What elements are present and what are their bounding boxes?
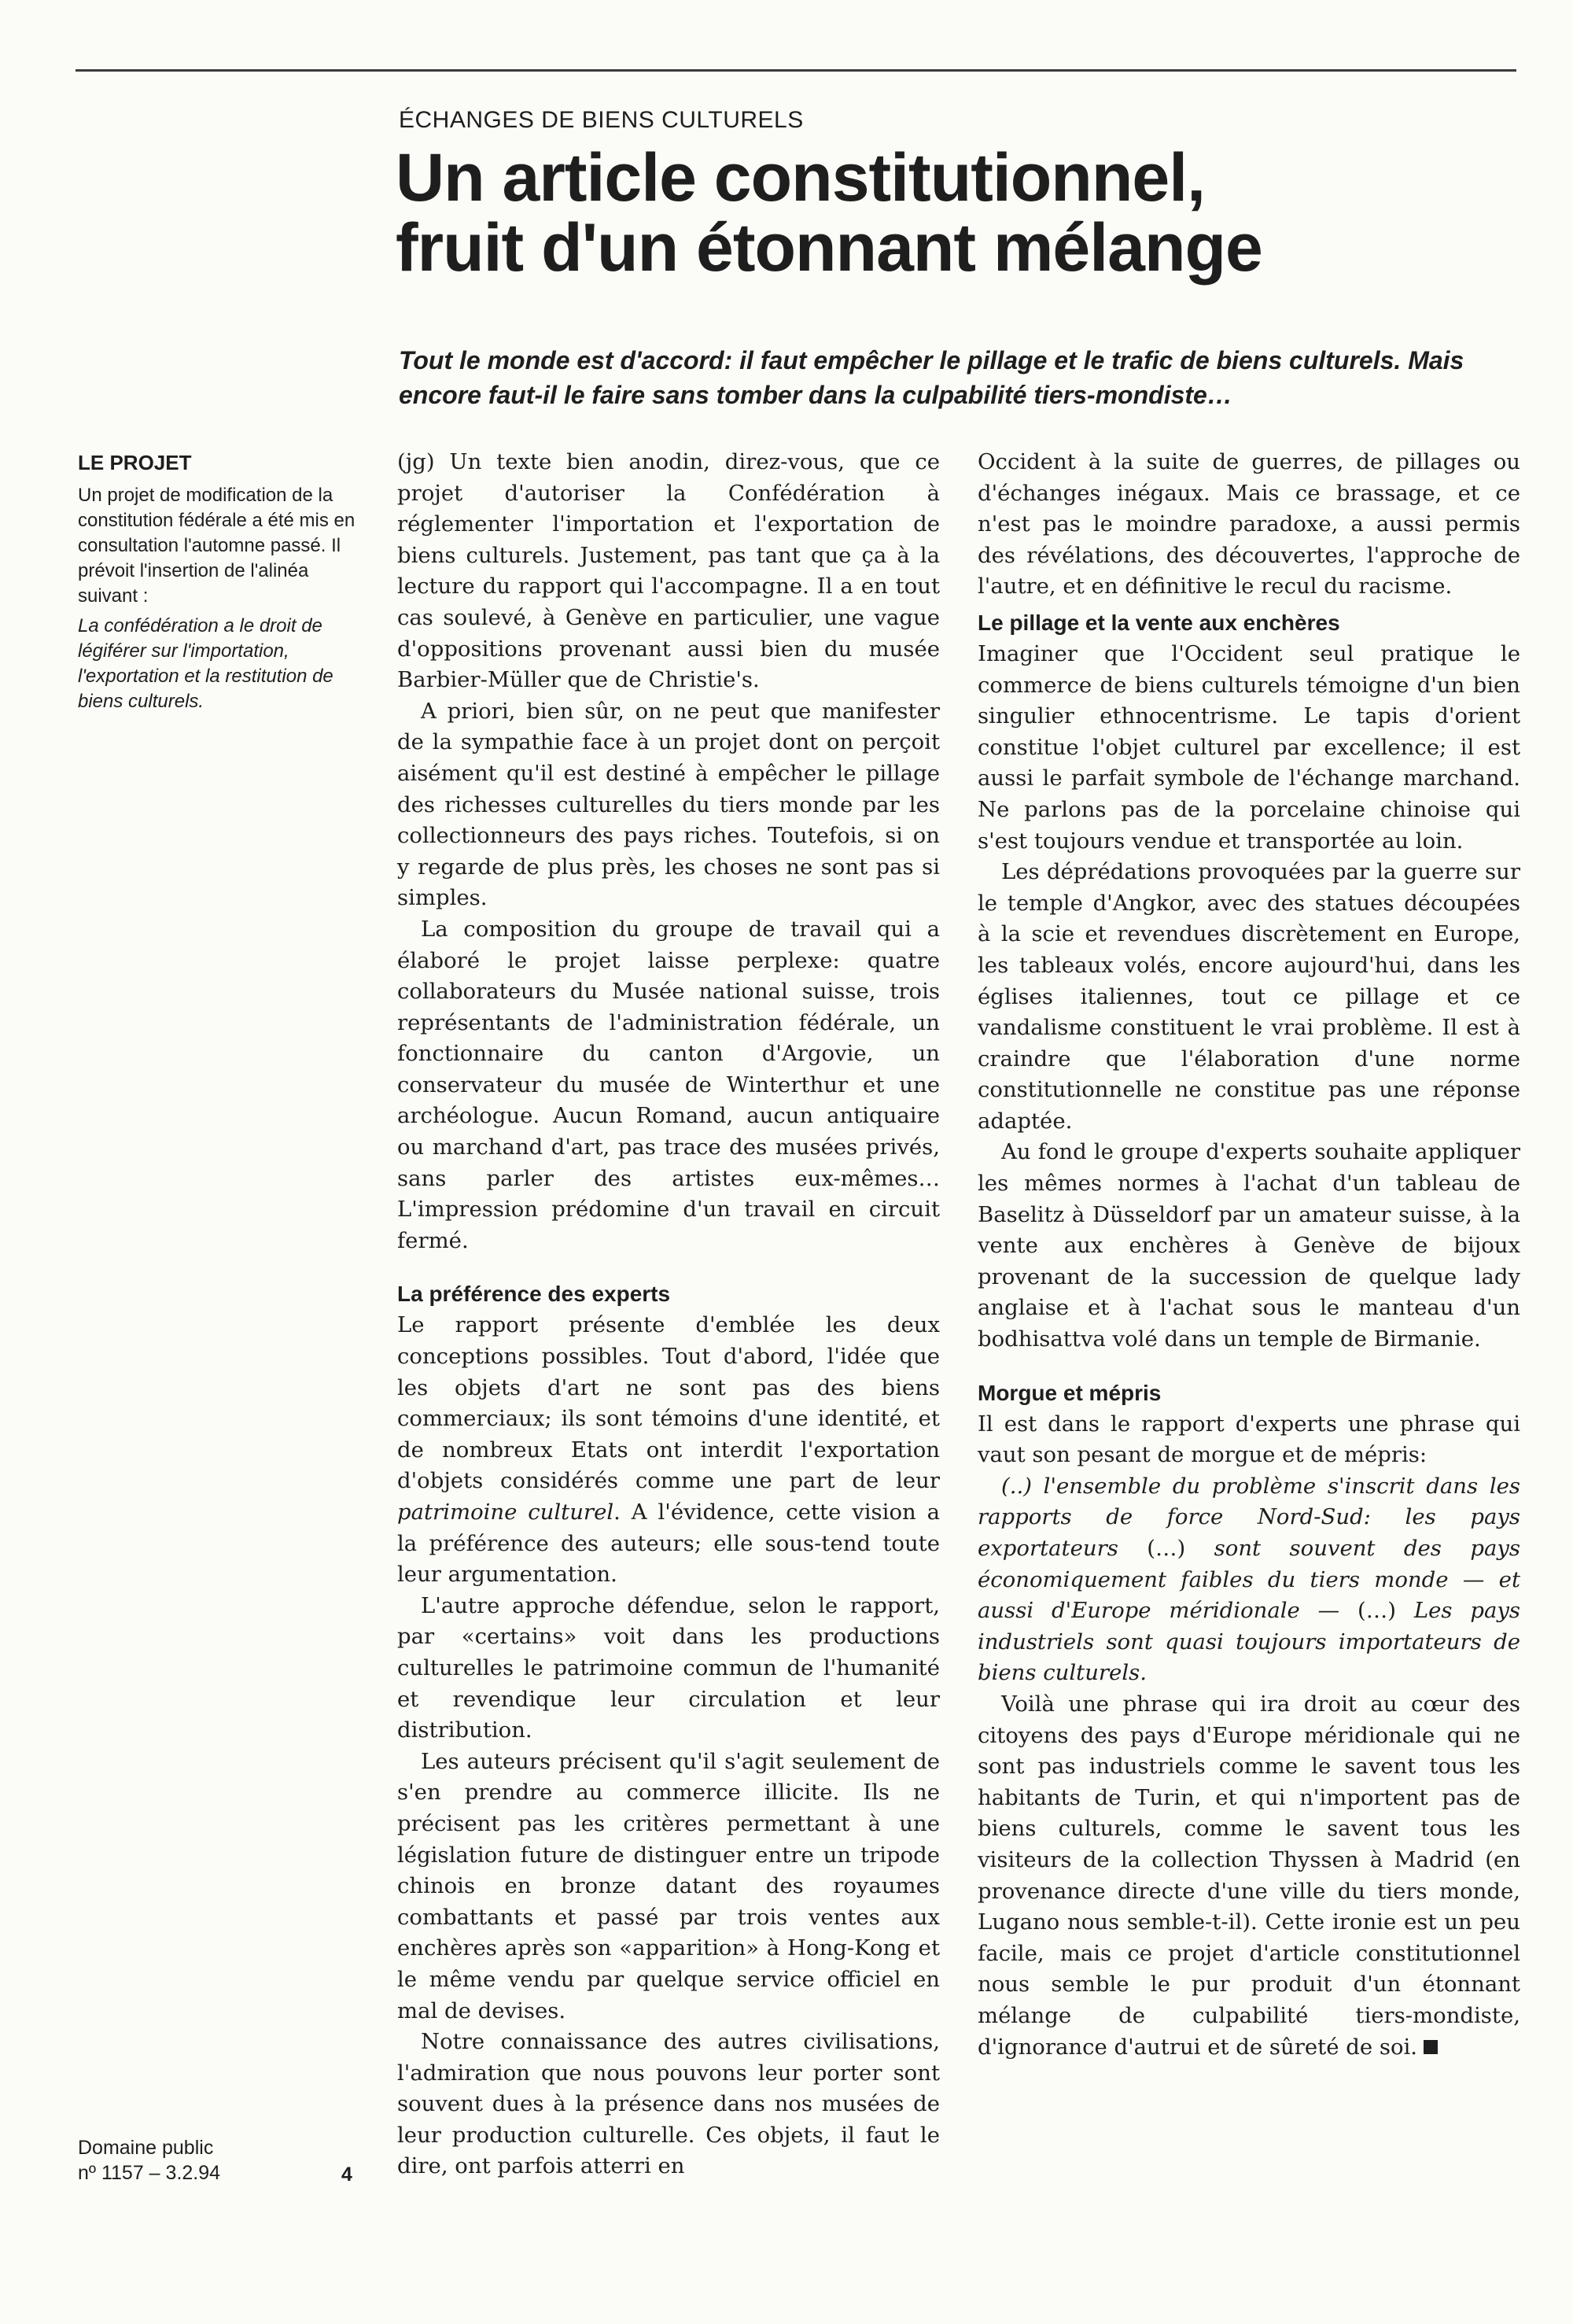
top-rule xyxy=(76,69,1516,72)
publication-name: Domaine public xyxy=(78,2137,214,2159)
article-title xyxy=(396,140,1512,286)
paragraph: L'autre approche défendue, selon le rapport, par «certains» voit dans les productions culturelles le patrimoine commun de l'humanité et revendique leur circulation et leur distribution. xyxy=(397,1592,940,1743)
issue-number: nº 1157 – 3.2.94 xyxy=(78,2162,221,2184)
text-run: Le rapport présente d'emblée les deux conceptions possibles. Tout d'abord, l'idée que les objets d'art ne sont pas des biens commerciaux; ils sont témoins d'une identité, et de nombreux Etats ont interdit l'exportation d'objets considérés comme une part de leur xyxy=(397,1312,940,1494)
page-footer xyxy=(78,2135,361,2186)
text-run: . A l'évidence, cette vision a la préférence des auteurs; elle sous-tend toute leur argumentation. xyxy=(397,1500,940,1588)
quote-ellipsis: (…) xyxy=(1118,1536,1214,1561)
quote-run: sont souvent des pays économiquement faibles du tiers monde — et aussi d'Europe méridionale xyxy=(978,1536,1520,1624)
text-run: Voilà une phrase qui ira droit au cœur des citoyens des pays d'Europe méridionale qui ne sont pas industriels comme le savent tous les habitants de Turin, et qui n'importent pas de biens culturels, comme le savent tous les visiteurs de la collection Thyssen à Madrid (en provenance directe d'une ville du tiers monde, Lugano nous semble-t-il). Cette ironie est un peu facile, mais ce projet d'article constitutionnel nous semble le pur produit d'un étonnant mélange de culpabilité tiers-mondiste, d'ignorance d'autrui et de sûreté de soi. xyxy=(978,1691,1520,2060)
paragraph: Les auteurs précisent qu'il s'agit seulement de s'en prendre au commerce illicite. Ils ne précisent pas les critères permettant à une législation future de distinguer entre un tripode chinois en bronze datant des royaumes combattants et passé par trois ventes aux enchères après son «apparition» à Hong-Kong et le même vendu par quelque service officiel en mal de devises. xyxy=(397,1748,940,2023)
paragraph: Il est dans le rapport d'experts une phrase qui vaut son pesant de morgue et de mépris: xyxy=(978,1411,1520,1468)
quote-run: Les pays industriels sont quasi toujours importateurs de biens culturels. xyxy=(978,1598,1520,1686)
article-title-line-2: fruit d'un étonnant mélange xyxy=(396,209,1262,286)
paragraph: Imaginer que l'Occident seul pratique le commerce de biens culturels témoigne d'un bien singulier ethnocentrisme. Le tapis d'orient constitue l'objet culturel par excellence; il est aussi le parfait symbole de l'échange marchand. Ne parlons pas de la porcelaine chinoise qui s'est toujours vendue et transportée au loin. xyxy=(978,640,1520,854)
quote-ellipsis: — (…) xyxy=(1299,1598,1414,1624)
sidebar-heading: LE PROJET xyxy=(78,451,192,474)
sidebar-text: Un projet de modification de la constitution fédérale a été mis en consultation l'automne passé. Il prévoit l'insertion de l'alinéa suivant : xyxy=(78,485,355,607)
block-quote xyxy=(978,1471,1520,1689)
article-column-2 xyxy=(978,447,1520,2063)
paragraph xyxy=(978,1689,1520,2063)
end-mark-icon xyxy=(1424,2040,1438,2054)
article-column-1 xyxy=(397,447,940,2182)
page-number: 4 xyxy=(341,2164,352,2186)
paragraph: La composition du groupe de travail qui a élaboré le projet laisse perplexe: quatre collaborateurs du Musée national suisse, trois représentants de l'administration fédérale, un fonctionnaire du canton d'Argovie, un conservateur du musée de Winterthur et une archéologue. Aucun Romand, aucun antiquaire ou marchand d'art, pas trace des musées privés, sans parler des artistes eux-mêmes… L'impression prédomine d'un travail en circuit fermé. xyxy=(397,916,940,1253)
article-lede: Tout le monde est d'accord: il faut empêcher le pillage et le trafic de biens culturels. Mais encore faut-il le faire sans tomber dans la culpabilité tiers-mondiste… xyxy=(399,346,1464,409)
paragraph: Les déprédations provoquées par la guerre sur le temple d'Angkor, avec des statues découpées à la scie et revendues discrètement en Europe, les tableaux volés, encore aujourd'hui, dans les églises italiennes, tout ce pillage et ce vandalisme constituent le vrai problème. Il est à craindre que l'élaboration d'une norme constitutionnelle ne constitue pas une réponse adaptée. xyxy=(978,859,1520,1134)
section-kicker: ÉCHANGES DE BIENS CULTURELS xyxy=(399,107,804,133)
paragraph: Notre connaissance des autres civilisations, l'admiration que nous pouvons leur porter sont souvent dues à la présence dans nos musées de leur production culturelle. Ces objets, il faut le dire, ont parfois atterri en xyxy=(397,2029,940,2179)
paragraph xyxy=(397,1310,940,1590)
sidebar-le-projet xyxy=(78,450,361,714)
subheading-pillage-encheres: Le pillage et la vente aux enchères xyxy=(978,610,1340,635)
emphasis: patrimoine culturel xyxy=(397,1500,614,1525)
paragraph: (jg) Un texte bien anodin, direz-vous, que ce projet d'autoriser la Confédération à réglementer l'importation et l'exportation de biens culturels. Justement, pas tant que ça à la lecture du rapport qui l'accompagne. Il a en tout cas soulevé, à Genève en particulier, une vague d'oppositions provenant aussi bien du musée Barbier-Müller que de Christie's. xyxy=(397,449,940,693)
sidebar-quote: La confédération a le droit de légiférer sur l'importation, l'exportation et la restitution de biens culturels. xyxy=(78,615,333,712)
paragraph: Occident à la suite de guerres, de pillages ou d'échanges inégaux. Mais ce brassage, et ce n'est pas le moindre paradoxe, a aussi permis des révélations, des découvertes, l'approche de l'autre, et en définitive le recul du racisme. xyxy=(978,449,1520,599)
subheading-preference-experts: La préférence des experts xyxy=(397,1282,671,1307)
quote-run: (..) l'ensemble du problème s'inscrit dans les rapports de force Nord-Sud: les pays exportateurs xyxy=(978,1473,1520,1561)
article-title-line-1: Un article constitutionnel, xyxy=(396,140,1205,216)
subheading-morgue-mepris: Morgue et mépris xyxy=(978,1380,1162,1405)
paragraph: Au fond le groupe d'experts souhaite appliquer les mêmes normes à l'achat d'un tableau de Baselitz à Düsseldorf par un amateur suisse, à la vente aux enchères à Genève de bijoux provenant de la succession de quelque lady anglaise et à l'achat sous le manteau d'un bodhisattva volé dans un temple de Birmanie. xyxy=(978,1139,1520,1352)
paragraph: A priori, bien sûr, on ne peut que manifester de la sympathie face à un projet dont on perçoit aisément qu'il est destiné à empêcher le pillage des richesses culturelles du tiers monde par les collectionneurs des pays riches. Toutefois, si on y regarde de plus près, les choses ne sont pas si simples. xyxy=(397,698,940,911)
